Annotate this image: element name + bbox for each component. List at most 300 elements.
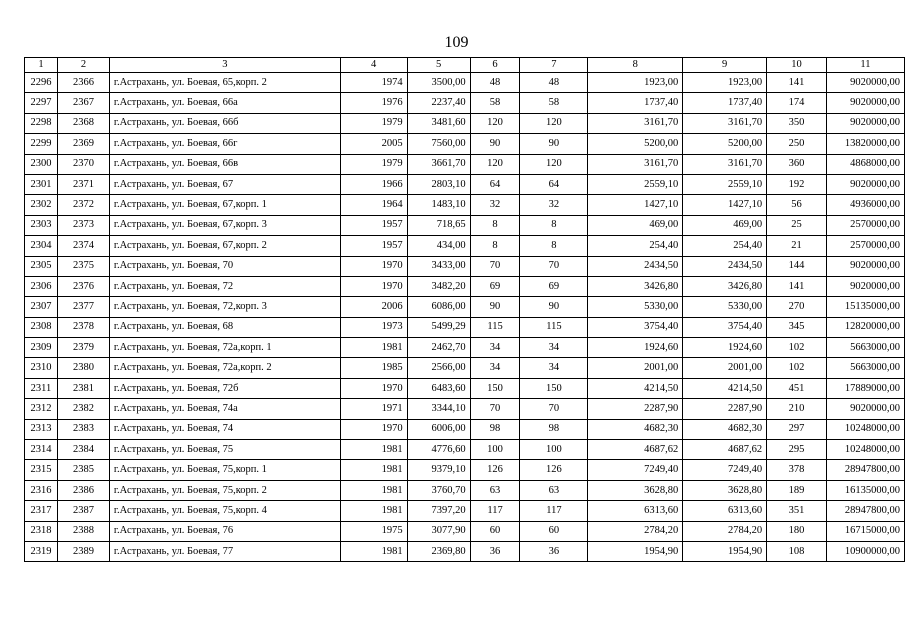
table-cell-col-5: 4776,60 bbox=[407, 440, 470, 460]
table-cell-col-6: 117 bbox=[470, 501, 520, 521]
table-cell-col-8: 3754,40 bbox=[588, 317, 683, 337]
table-row bbox=[25, 73, 905, 93]
table-cell-col-4: 1979 bbox=[340, 154, 407, 174]
table-cell-col-2: 2381 bbox=[57, 378, 109, 398]
table-cell-col-5: 434,00 bbox=[407, 236, 470, 256]
table-cell-col-10: 345 bbox=[767, 317, 827, 337]
table-row bbox=[25, 195, 905, 215]
table-cell-col-6: 63 bbox=[470, 480, 520, 500]
table-cell-col-11: 16715000,00 bbox=[826, 521, 904, 541]
table-cell-col-2: 2371 bbox=[57, 174, 109, 194]
table-cell-col-8: 2434,50 bbox=[588, 256, 683, 276]
table-cell-col-7: 60 bbox=[520, 521, 588, 541]
column-header-6: 6 bbox=[470, 58, 520, 73]
table-cell-col-7: 36 bbox=[520, 541, 588, 561]
table-cell-col-9: 3161,70 bbox=[683, 154, 767, 174]
table-cell-col-1: 2314 bbox=[25, 440, 58, 460]
table-cell-col-3: г.Астрахань, ул. Боевая, 67,корп. 3 bbox=[109, 215, 340, 235]
table-cell-col-8: 3628,80 bbox=[588, 480, 683, 500]
table-cell-col-7: 70 bbox=[520, 399, 588, 419]
table-cell-col-9: 1954,90 bbox=[683, 541, 767, 561]
table-cell-col-10: 102 bbox=[767, 338, 827, 358]
table-cell-col-11: 2570000,00 bbox=[826, 215, 904, 235]
table-cell-col-7: 69 bbox=[520, 276, 588, 296]
table-cell-col-3: г.Астрахань, ул. Боевая, 66в bbox=[109, 154, 340, 174]
table-cell-col-3: г.Астрахань, ул. Боевая, 75 bbox=[109, 440, 340, 460]
table-body bbox=[25, 73, 905, 562]
table-row bbox=[25, 501, 905, 521]
table-cell-col-6: 34 bbox=[470, 338, 520, 358]
table-cell-col-3: г.Астрахань, ул. Боевая, 76 bbox=[109, 521, 340, 541]
page-number: 109 bbox=[444, 34, 469, 51]
column-header-11: 11 bbox=[826, 58, 904, 73]
table-cell-col-3: г.Астрахань, ул. Боевая, 77 bbox=[109, 541, 340, 561]
table-cell-col-5: 3433,00 bbox=[407, 256, 470, 276]
table-row bbox=[25, 256, 905, 276]
table-cell-col-1: 2312 bbox=[25, 399, 58, 419]
table-cell-col-8: 2001,00 bbox=[588, 358, 683, 378]
table-row bbox=[25, 317, 905, 337]
table-cell-col-6: 150 bbox=[470, 378, 520, 398]
column-header-4: 4 bbox=[340, 58, 407, 73]
table-row bbox=[25, 338, 905, 358]
table-cell-col-3: г.Астрахань, ул. Боевая, 72а,корп. 2 bbox=[109, 358, 340, 378]
table-cell-col-10: 180 bbox=[767, 521, 827, 541]
table-cell-col-1: 2303 bbox=[25, 215, 58, 235]
table-cell-col-4: 1970 bbox=[340, 378, 407, 398]
table-cell-col-6: 70 bbox=[470, 399, 520, 419]
table-cell-col-8: 7249,40 bbox=[588, 460, 683, 480]
table-cell-col-6: 90 bbox=[470, 297, 520, 317]
table-row bbox=[25, 399, 905, 419]
table-cell-col-7: 90 bbox=[520, 134, 588, 154]
table-cell-col-9: 469,00 bbox=[683, 215, 767, 235]
table-cell-col-1: 2319 bbox=[25, 541, 58, 561]
table-cell-col-3: г.Астрахань, ул. Боевая, 66г bbox=[109, 134, 340, 154]
table-cell-col-9: 4687,62 bbox=[683, 440, 767, 460]
table-cell-col-3: г.Астрахань, ул. Боевая, 75,корп. 1 bbox=[109, 460, 340, 480]
table-cell-col-2: 2374 bbox=[57, 236, 109, 256]
table-cell-col-1: 2296 bbox=[25, 73, 58, 93]
table-cell-col-8: 5330,00 bbox=[588, 297, 683, 317]
table-cell-col-4: 1981 bbox=[340, 541, 407, 561]
table-header bbox=[25, 58, 905, 73]
table-cell-col-1: 2318 bbox=[25, 521, 58, 541]
table-cell-col-5: 7397,20 bbox=[407, 501, 470, 521]
table-cell-col-2: 2386 bbox=[57, 480, 109, 500]
table-row bbox=[25, 93, 905, 113]
table-cell-col-11: 9020000,00 bbox=[826, 73, 904, 93]
table-row bbox=[25, 358, 905, 378]
table-cell-col-8: 4214,50 bbox=[588, 378, 683, 398]
table-cell-col-8: 3426,80 bbox=[588, 276, 683, 296]
table-cell-col-7: 98 bbox=[520, 419, 588, 439]
table-cell-col-4: 1981 bbox=[340, 460, 407, 480]
table-row bbox=[25, 134, 905, 154]
table-cell-col-3: г.Астрахань, ул. Боевая, 66б bbox=[109, 113, 340, 133]
table-cell-col-2: 2383 bbox=[57, 419, 109, 439]
table-cell-col-10: 25 bbox=[767, 215, 827, 235]
column-header-5: 5 bbox=[407, 58, 470, 73]
table-cell-col-7: 34 bbox=[520, 358, 588, 378]
table-cell-col-6: 64 bbox=[470, 174, 520, 194]
table-cell-col-11: 16135000,00 bbox=[826, 480, 904, 500]
table-cell-col-7: 48 bbox=[520, 73, 588, 93]
table-cell-col-1: 2316 bbox=[25, 480, 58, 500]
table-cell-col-6: 70 bbox=[470, 256, 520, 276]
table-cell-col-7: 8 bbox=[520, 215, 588, 235]
table-cell-col-5: 2369,80 bbox=[407, 541, 470, 561]
table-row bbox=[25, 154, 905, 174]
table-cell-col-3: г.Астрахань, ул. Боевая, 65,корп. 2 bbox=[109, 73, 340, 93]
table-row bbox=[25, 419, 905, 439]
table-cell-col-2: 2376 bbox=[57, 276, 109, 296]
table-cell-col-4: 1970 bbox=[340, 276, 407, 296]
table-cell-col-5: 2803,10 bbox=[407, 174, 470, 194]
table-cell-col-5: 6086,00 bbox=[407, 297, 470, 317]
table-cell-col-10: 351 bbox=[767, 501, 827, 521]
table-cell-col-3: г.Астрахань, ул. Боевая, 68 bbox=[109, 317, 340, 337]
table-cell-col-10: 360 bbox=[767, 154, 827, 174]
table-cell-col-10: 350 bbox=[767, 113, 827, 133]
table-cell-col-11: 9020000,00 bbox=[826, 113, 904, 133]
table-cell-col-4: 1964 bbox=[340, 195, 407, 215]
table-cell-col-4: 1966 bbox=[340, 174, 407, 194]
table-cell-col-11: 4868000,00 bbox=[826, 154, 904, 174]
table-cell-col-8: 254,40 bbox=[588, 236, 683, 256]
table-cell-col-10: 141 bbox=[767, 73, 827, 93]
table-cell-col-5: 718,65 bbox=[407, 215, 470, 235]
column-header-2: 2 bbox=[57, 58, 109, 73]
table-cell-col-4: 1981 bbox=[340, 480, 407, 500]
table-row bbox=[25, 236, 905, 256]
table-cell-col-1: 2306 bbox=[25, 276, 58, 296]
table-cell-col-9: 3754,40 bbox=[683, 317, 767, 337]
table-cell-col-7: 117 bbox=[520, 501, 588, 521]
table-cell-col-7: 8 bbox=[520, 236, 588, 256]
table-cell-col-4: 1970 bbox=[340, 419, 407, 439]
table-cell-col-10: 21 bbox=[767, 236, 827, 256]
table-cell-col-8: 3161,70 bbox=[588, 154, 683, 174]
table-cell-col-6: 69 bbox=[470, 276, 520, 296]
table-cell-col-5: 3077,90 bbox=[407, 521, 470, 541]
table-cell-col-5: 2237,40 bbox=[407, 93, 470, 113]
table-row bbox=[25, 215, 905, 235]
table-cell-col-8: 1924,60 bbox=[588, 338, 683, 358]
table-cell-col-7: 58 bbox=[520, 93, 588, 113]
table-cell-col-4: 1975 bbox=[340, 521, 407, 541]
table-cell-col-8: 2287,90 bbox=[588, 399, 683, 419]
table-cell-col-9: 4214,50 bbox=[683, 378, 767, 398]
table-cell-col-6: 36 bbox=[470, 541, 520, 561]
table-cell-col-2: 2382 bbox=[57, 399, 109, 419]
table-cell-col-6: 120 bbox=[470, 154, 520, 174]
table-cell-col-7: 34 bbox=[520, 338, 588, 358]
table-cell-col-4: 2005 bbox=[340, 134, 407, 154]
table-cell-col-1: 2310 bbox=[25, 358, 58, 378]
table-cell-col-10: 250 bbox=[767, 134, 827, 154]
table-cell-col-9: 2287,90 bbox=[683, 399, 767, 419]
table-row bbox=[25, 297, 905, 317]
table-cell-col-3: г.Астрахань, ул. Боевая, 72 bbox=[109, 276, 340, 296]
table-cell-col-4: 1979 bbox=[340, 113, 407, 133]
table-cell-col-9: 2784,20 bbox=[683, 521, 767, 541]
table-cell-col-2: 2375 bbox=[57, 256, 109, 276]
table-cell-col-5: 9379,10 bbox=[407, 460, 470, 480]
table-cell-col-2: 2368 bbox=[57, 113, 109, 133]
table-cell-col-11: 5663000,00 bbox=[826, 358, 904, 378]
table-cell-col-1: 2299 bbox=[25, 134, 58, 154]
table-row bbox=[25, 541, 905, 561]
table-cell-col-11: 10248000,00 bbox=[826, 419, 904, 439]
table-cell-col-11: 4936000,00 bbox=[826, 195, 904, 215]
table-cell-col-10: 102 bbox=[767, 358, 827, 378]
table-cell-col-6: 126 bbox=[470, 460, 520, 480]
table-cell-col-4: 1957 bbox=[340, 215, 407, 235]
table-cell-col-5: 6006,00 bbox=[407, 419, 470, 439]
table-cell-col-1: 2297 bbox=[25, 93, 58, 113]
table-cell-col-5: 7560,00 bbox=[407, 134, 470, 154]
table-cell-col-9: 2001,00 bbox=[683, 358, 767, 378]
table-cell-col-1: 2309 bbox=[25, 338, 58, 358]
table-cell-col-3: г.Астрахань, ул. Боевая, 72,корп. 3 bbox=[109, 297, 340, 317]
table-cell-col-6: 115 bbox=[470, 317, 520, 337]
table-cell-col-5: 6483,60 bbox=[407, 378, 470, 398]
table-cell-col-6: 8 bbox=[470, 215, 520, 235]
table-cell-col-3: г.Астрахань, ул. Боевая, 72а,корп. 1 bbox=[109, 338, 340, 358]
table-cell-col-11: 15135000,00 bbox=[826, 297, 904, 317]
table-cell-col-7: 63 bbox=[520, 480, 588, 500]
table-cell-col-6: 120 bbox=[470, 113, 520, 133]
column-header-1: 1 bbox=[25, 58, 58, 73]
table-cell-col-7: 70 bbox=[520, 256, 588, 276]
table-cell-col-4: 1981 bbox=[340, 338, 407, 358]
table-cell-col-8: 1737,40 bbox=[588, 93, 683, 113]
table-cell-col-1: 2302 bbox=[25, 195, 58, 215]
table-cell-col-8: 469,00 bbox=[588, 215, 683, 235]
table-row bbox=[25, 480, 905, 500]
table-cell-col-5: 3482,20 bbox=[407, 276, 470, 296]
table-cell-col-11: 9020000,00 bbox=[826, 276, 904, 296]
table-cell-col-11: 28947800,00 bbox=[826, 501, 904, 521]
table-cell-col-7: 120 bbox=[520, 113, 588, 133]
table-cell-col-3: г.Астрахань, ул. Боевая, 67 bbox=[109, 174, 340, 194]
table-cell-col-3: г.Астрахань, ул. Боевая, 67,корп. 2 bbox=[109, 236, 340, 256]
table-cell-col-2: 2372 bbox=[57, 195, 109, 215]
table-cell-col-10: 192 bbox=[767, 174, 827, 194]
table-cell-col-8: 4687,62 bbox=[588, 440, 683, 460]
table-cell-col-7: 115 bbox=[520, 317, 588, 337]
table-cell-col-7: 90 bbox=[520, 297, 588, 317]
table-cell-col-11: 13820000,00 bbox=[826, 134, 904, 154]
table-row bbox=[25, 440, 905, 460]
table-cell-col-5: 5499,29 bbox=[407, 317, 470, 337]
table-cell-col-9: 3161,70 bbox=[683, 113, 767, 133]
table-cell-col-8: 4682,30 bbox=[588, 419, 683, 439]
table-cell-col-1: 2307 bbox=[25, 297, 58, 317]
table-cell-col-10: 270 bbox=[767, 297, 827, 317]
table-cell-col-8: 1923,00 bbox=[588, 73, 683, 93]
table-cell-col-5: 3481,60 bbox=[407, 113, 470, 133]
table-cell-col-6: 90 bbox=[470, 134, 520, 154]
table-cell-col-11: 17889000,00 bbox=[826, 378, 904, 398]
table-cell-col-10: 378 bbox=[767, 460, 827, 480]
table-cell-col-4: 1981 bbox=[340, 440, 407, 460]
table-cell-col-7: 100 bbox=[520, 440, 588, 460]
table-cell-col-11: 9020000,00 bbox=[826, 174, 904, 194]
table-cell-col-7: 150 bbox=[520, 378, 588, 398]
table-cell-col-1: 2311 bbox=[25, 378, 58, 398]
table-cell-col-1: 2300 bbox=[25, 154, 58, 174]
table-cell-col-3: г.Астрахань, ул. Боевая, 70 bbox=[109, 256, 340, 276]
table-cell-col-9: 5330,00 bbox=[683, 297, 767, 317]
table-cell-col-1: 2308 bbox=[25, 317, 58, 337]
table-cell-col-3: г.Астрахань, ул. Боевая, 66а bbox=[109, 93, 340, 113]
table-cell-col-9: 2559,10 bbox=[683, 174, 767, 194]
table-cell-col-3: г.Астрахань, ул. Боевая, 74а bbox=[109, 399, 340, 419]
table-cell-col-11: 10900000,00 bbox=[826, 541, 904, 561]
table-row bbox=[25, 378, 905, 398]
table-cell-col-7: 120 bbox=[520, 154, 588, 174]
table-cell-col-11: 9020000,00 bbox=[826, 93, 904, 113]
table-row bbox=[25, 460, 905, 480]
table-cell-col-8: 1427,10 bbox=[588, 195, 683, 215]
table-cell-col-9: 3628,80 bbox=[683, 480, 767, 500]
table-row bbox=[25, 113, 905, 133]
table-cell-col-9: 1924,60 bbox=[683, 338, 767, 358]
table-cell-col-9: 1923,00 bbox=[683, 73, 767, 93]
table-cell-col-1: 2305 bbox=[25, 256, 58, 276]
table-cell-col-5: 3500,00 bbox=[407, 73, 470, 93]
table-cell-col-3: г.Астрахань, ул. Боевая, 75,корп. 4 bbox=[109, 501, 340, 521]
table-cell-col-5: 3344,10 bbox=[407, 399, 470, 419]
table-cell-col-1: 2298 bbox=[25, 113, 58, 133]
table-cell-col-5: 3661,70 bbox=[407, 154, 470, 174]
table-row bbox=[25, 521, 905, 541]
table-cell-col-6: 34 bbox=[470, 358, 520, 378]
column-header-8: 8 bbox=[588, 58, 683, 73]
table-cell-col-9: 254,40 bbox=[683, 236, 767, 256]
table-cell-col-2: 2378 bbox=[57, 317, 109, 337]
table-cell-col-11: 5663000,00 bbox=[826, 338, 904, 358]
table-cell-col-4: 1985 bbox=[340, 358, 407, 378]
table-cell-col-2: 2370 bbox=[57, 154, 109, 174]
table-cell-col-8: 3161,70 bbox=[588, 113, 683, 133]
table-cell-col-2: 2366 bbox=[57, 73, 109, 93]
table-cell-col-4: 1970 bbox=[340, 256, 407, 276]
table-cell-col-1: 2304 bbox=[25, 236, 58, 256]
table-cell-col-7: 32 bbox=[520, 195, 588, 215]
table-cell-col-10: 210 bbox=[767, 399, 827, 419]
table-cell-col-5: 1483,10 bbox=[407, 195, 470, 215]
table-cell-col-11: 9020000,00 bbox=[826, 256, 904, 276]
table-cell-col-8: 2784,20 bbox=[588, 521, 683, 541]
table-cell-col-9: 6313,60 bbox=[683, 501, 767, 521]
table-cell-col-10: 297 bbox=[767, 419, 827, 439]
table-cell-col-7: 64 bbox=[520, 174, 588, 194]
table-row bbox=[25, 174, 905, 194]
table-cell-col-8: 2559,10 bbox=[588, 174, 683, 194]
table-cell-col-4: 1976 bbox=[340, 93, 407, 113]
column-header-7: 7 bbox=[520, 58, 588, 73]
table-cell-col-6: 32 bbox=[470, 195, 520, 215]
table-cell-col-10: 144 bbox=[767, 256, 827, 276]
table-cell-col-6: 48 bbox=[470, 73, 520, 93]
table-cell-col-1: 2301 bbox=[25, 174, 58, 194]
table-cell-col-2: 2380 bbox=[57, 358, 109, 378]
table-cell-col-9: 1737,40 bbox=[683, 93, 767, 113]
table-cell-col-4: 1957 bbox=[340, 236, 407, 256]
table-cell-col-2: 2387 bbox=[57, 501, 109, 521]
table-cell-col-1: 2317 bbox=[25, 501, 58, 521]
table-cell-col-10: 295 bbox=[767, 440, 827, 460]
table-cell-col-3: г.Астрахань, ул. Боевая, 72б bbox=[109, 378, 340, 398]
table-cell-col-9: 2434,50 bbox=[683, 256, 767, 276]
table-cell-col-11: 28947800,00 bbox=[826, 460, 904, 480]
table-cell-col-10: 108 bbox=[767, 541, 827, 561]
table-cell-col-10: 174 bbox=[767, 93, 827, 113]
table-cell-col-3: г.Астрахань, ул. Боевая, 74 bbox=[109, 419, 340, 439]
table-cell-col-1: 2315 bbox=[25, 460, 58, 480]
table-cell-col-2: 2369 bbox=[57, 134, 109, 154]
table-cell-col-3: г.Астрахань, ул. Боевая, 75,корп. 2 bbox=[109, 480, 340, 500]
table-cell-col-7: 126 bbox=[520, 460, 588, 480]
table-cell-col-4: 1974 bbox=[340, 73, 407, 93]
table-cell-col-8: 6313,60 bbox=[588, 501, 683, 521]
table-cell-col-4: 1971 bbox=[340, 399, 407, 419]
table-cell-col-6: 60 bbox=[470, 521, 520, 541]
table-cell-col-2: 2377 bbox=[57, 297, 109, 317]
table-cell-col-9: 5200,00 bbox=[683, 134, 767, 154]
table-cell-col-2: 2373 bbox=[57, 215, 109, 235]
table-row bbox=[25, 276, 905, 296]
table-cell-col-11: 2570000,00 bbox=[826, 236, 904, 256]
table-cell-col-4: 2006 bbox=[340, 297, 407, 317]
table-cell-col-10: 189 bbox=[767, 480, 827, 500]
table-cell-col-10: 451 bbox=[767, 378, 827, 398]
table-cell-col-5: 3760,70 bbox=[407, 480, 470, 500]
registry-table bbox=[24, 57, 905, 562]
table-cell-col-2: 2379 bbox=[57, 338, 109, 358]
table-cell-col-6: 98 bbox=[470, 419, 520, 439]
table-cell-col-6: 8 bbox=[470, 236, 520, 256]
table-cell-col-4: 1973 bbox=[340, 317, 407, 337]
table-cell-col-2: 2367 bbox=[57, 93, 109, 113]
header-row bbox=[25, 58, 905, 73]
table-cell-col-6: 58 bbox=[470, 93, 520, 113]
table-cell-col-9: 1427,10 bbox=[683, 195, 767, 215]
table-cell-col-10: 56 bbox=[767, 195, 827, 215]
table-cell-col-9: 4682,30 bbox=[683, 419, 767, 439]
table-cell-col-5: 2462,70 bbox=[407, 338, 470, 358]
table-cell-col-9: 3426,80 bbox=[683, 276, 767, 296]
table-cell-col-1: 2313 bbox=[25, 419, 58, 439]
table-cell-col-5: 2566,00 bbox=[407, 358, 470, 378]
table-cell-col-9: 7249,40 bbox=[683, 460, 767, 480]
table-cell-col-4: 1981 bbox=[340, 501, 407, 521]
table-cell-col-3: г.Астрахань, ул. Боевая, 67,корп. 1 bbox=[109, 195, 340, 215]
table-cell-col-2: 2389 bbox=[57, 541, 109, 561]
table-cell-col-2: 2384 bbox=[57, 440, 109, 460]
table-cell-col-8: 5200,00 bbox=[588, 134, 683, 154]
table-cell-col-11: 9020000,00 bbox=[826, 399, 904, 419]
column-header-3: 3 bbox=[109, 58, 340, 73]
table-cell-col-2: 2388 bbox=[57, 521, 109, 541]
table-cell-col-2: 2385 bbox=[57, 460, 109, 480]
table-cell-col-8: 1954,90 bbox=[588, 541, 683, 561]
table-cell-col-11: 12820000,00 bbox=[826, 317, 904, 337]
column-header-10: 10 bbox=[767, 58, 827, 73]
